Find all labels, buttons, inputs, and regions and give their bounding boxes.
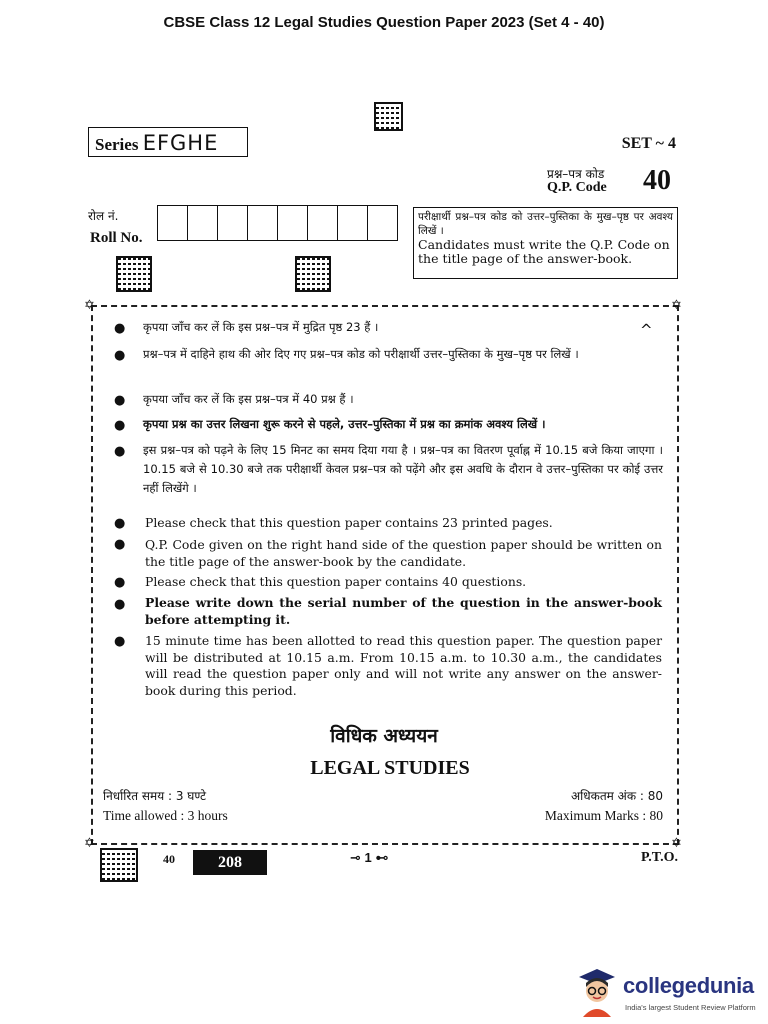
bullet-icon: ● xyxy=(114,634,126,649)
max-marks-hindi: अधिकतम अंक : 80 xyxy=(570,789,663,803)
brand-tagline: India's largest Student Review Platform xyxy=(625,1003,756,1012)
brand-name: collegedunia xyxy=(623,973,754,998)
instruction-hindi: कृपया जाँच कर लें कि इस प्रश्न–पत्र में मुद्रित पृष्ठ 23 हैं । xyxy=(143,320,379,334)
roll-digit-box[interactable] xyxy=(337,205,368,241)
bullet-icon: ● xyxy=(114,348,126,363)
bullet-icon: ● xyxy=(114,516,126,531)
qp-code-notice xyxy=(413,207,678,279)
bullet-icon: ● xyxy=(114,393,126,408)
footer-qp-code: 40 xyxy=(163,852,175,866)
subject-title: LEGAL STUDIES xyxy=(310,757,470,779)
bullet-icon: ● xyxy=(114,597,126,612)
roll-digit-box[interactable] xyxy=(157,205,188,241)
qr-code-center xyxy=(295,256,331,292)
qr-code-top xyxy=(374,102,403,131)
page-number: ⊸ 1 ⊷ xyxy=(350,850,389,865)
instruction-hindi: कृपया जाँच कर लें कि इस प्रश्न–पत्र में 40 प्रश्न हैं । xyxy=(143,392,354,406)
student-mascot-icon xyxy=(575,967,621,1017)
roll-label-hindi: रोल नं. xyxy=(88,209,119,223)
qp-code-label-hindi: प्रश्न–पत्र कोड xyxy=(547,167,605,181)
notice-hindi: परीक्षार्थी प्रश्न–पत्र कोड को उत्तर–पुस्तिका के मुख–पृष्ठ पर अवश्य लिखें । xyxy=(418,211,673,237)
footer-serial-box: 208 xyxy=(193,850,267,875)
bullet-icon: ● xyxy=(114,575,126,590)
series-label: Series xyxy=(95,135,139,154)
corner-star-icon: ✡ xyxy=(671,298,682,313)
bullet-icon: ● xyxy=(114,537,126,552)
qr-code-left xyxy=(116,256,152,292)
instruction-hindi: इस प्रश्न–पत्र को पढ़ने के लिए 15 मिनट का समय दिया गया है । प्रश्न–पत्र का वितरण पूर्वाह्न में 10.15 बजे किया जाएगा । 10.15 बजे से 10.30 बजे तक परीक्षार्थी केवल प्रश्न–पत्र को पढ़ेंगे और इस अवधि के दौरान वे उत्तर–पुस्तिका पर कोई उत्तर नहीं लिखेंगे । xyxy=(143,443,663,495)
instruction-english: 15 minute time has been allotted to read this question paper. The question paper will be distributed at 10.15 a.m. From 10.15 a.m. to 10.30 a.m., the candidates will read the question paper only and will not write any answer on the answer-book during this period. xyxy=(145,633,662,698)
page-title: CBSE Class 12 Legal Studies Question Paper 2023 (Set 4 - 40) xyxy=(163,14,605,31)
series-box xyxy=(88,127,248,157)
max-marks: Maximum Marks : 80 xyxy=(544,808,663,823)
subject-title-hindi: विधिक अध्ययन xyxy=(330,725,438,747)
time-allowed: Time allowed : 3 hours xyxy=(103,808,228,823)
roll-digit-box[interactable] xyxy=(367,205,398,241)
qp-code-number: 40 xyxy=(643,165,671,196)
roll-digit-box[interactable] xyxy=(307,205,338,241)
roll-digit-box[interactable] xyxy=(247,205,278,241)
set-label: SET ~ 4 xyxy=(621,135,676,152)
roll-label: Roll No. xyxy=(90,230,143,246)
instruction-hindi: प्रश्न–पत्र में दाहिने हाथ की ओर दिए गए प्रश्न–पत्र कोड को परीक्षार्थी उत्तर–पुस्तिका के मुख–पृष्ठ पर लिखें । xyxy=(143,347,579,361)
roll-number-boxes[interactable] xyxy=(158,205,398,241)
series-code: EFGHE xyxy=(142,131,219,155)
notice-english: Candidates must write the Q.P. Code on the title page of the answer-book. xyxy=(418,237,670,266)
qp-code-label: Q.P. Code xyxy=(547,180,607,195)
bullet-icon: ● xyxy=(114,418,126,433)
datamatrix-code xyxy=(100,848,138,882)
pto-label: P.T.O. xyxy=(641,850,678,865)
bullet-icon: ● xyxy=(114,444,126,459)
bullet-icon: ● xyxy=(114,321,126,336)
instruction-english: Please check that this question paper contains 23 printed pages. xyxy=(145,515,553,530)
caret-mark: ^ xyxy=(640,321,653,339)
instruction-english: Please write down the serial number of the question in the answer-book before attempting it. xyxy=(145,595,662,627)
corner-star-icon: ✡ xyxy=(84,298,95,313)
roll-digit-box[interactable] xyxy=(187,205,218,241)
instruction-hindi: कृपया प्रश्न का उत्तर लिखना शुरू करने से पहले, उत्तर–पुस्तिका में प्रश्न का क्रमांक अवश्य लिखें । xyxy=(143,417,546,431)
time-allowed-hindi: निर्धारित समय : 3 घण्टे xyxy=(103,789,207,803)
instruction-english: Q.P. Code given on the right hand side of the question paper should be written on the title page of the answer-book by the candidate. xyxy=(145,537,662,569)
corner-star-icon: ✡ xyxy=(84,836,95,851)
brand-logo[interactable] xyxy=(575,967,765,1017)
roll-digit-box[interactable] xyxy=(217,205,248,241)
roll-digit-box[interactable] xyxy=(277,205,308,241)
corner-star-icon: ✡ xyxy=(671,836,682,851)
instruction-english: Please check that this question paper contains 40 questions. xyxy=(145,574,527,589)
